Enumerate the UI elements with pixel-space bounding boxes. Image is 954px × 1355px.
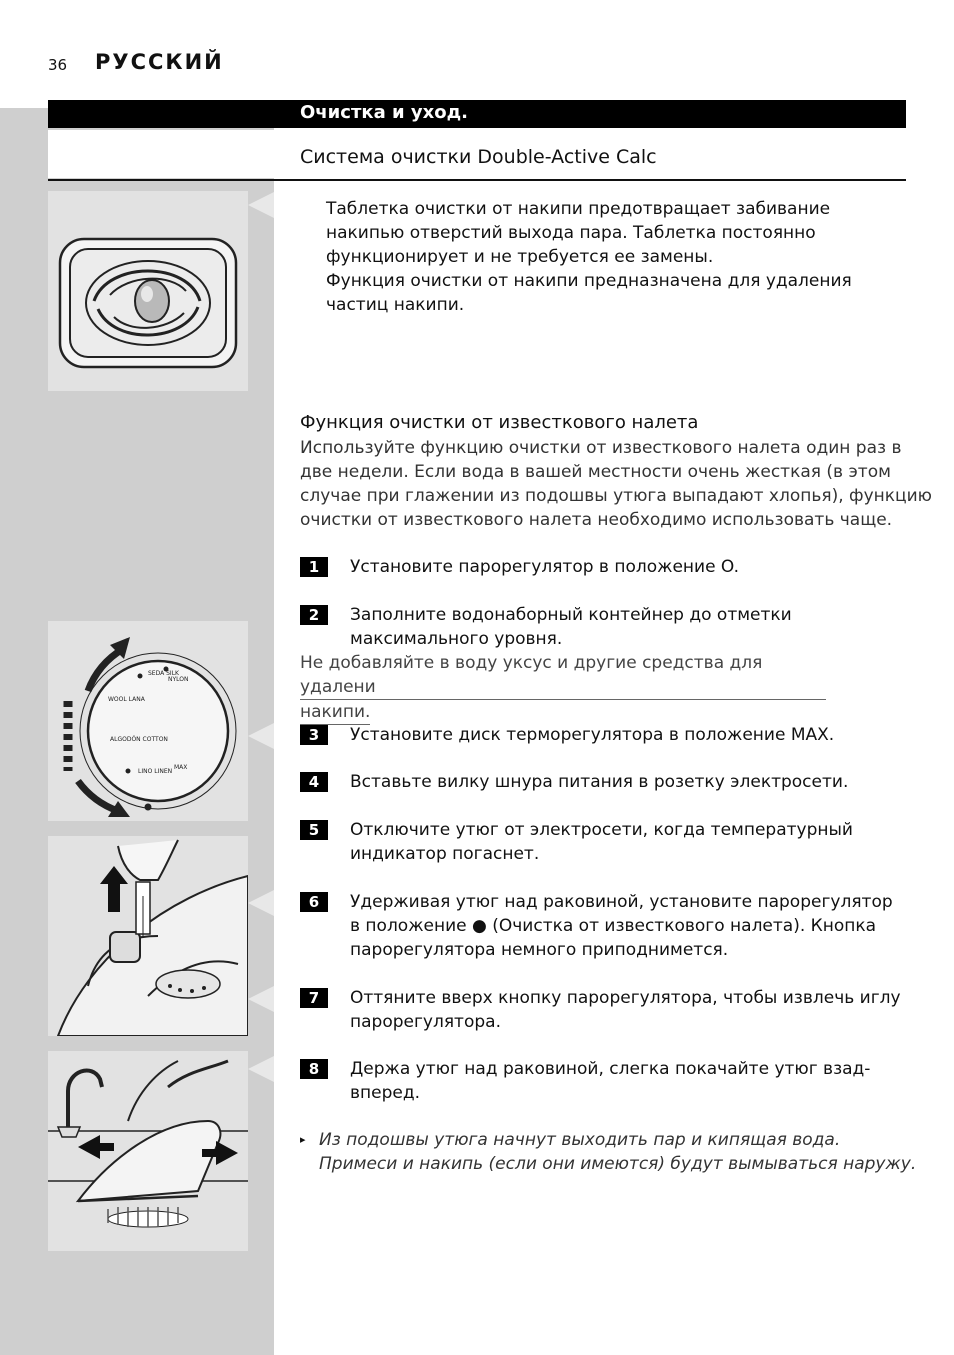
dial-label-cotton: ALGODÓN COTTON (110, 736, 168, 743)
section-title: Очистка и уход. (300, 102, 468, 123)
divider-rule (48, 179, 906, 181)
result-bullet: ▸ (300, 1133, 306, 1146)
step-number: 6 (300, 892, 328, 912)
step-number: 2 (300, 605, 328, 625)
vinegar-note: Не добавляйте в воду уксус и другие средства для удалени накипи. (300, 651, 826, 725)
dial-label-max: MAX (174, 764, 188, 771)
dial-label-linen: LINO LINEN (138, 768, 173, 775)
step-number: 3 (300, 725, 328, 745)
result-text: Из подошвы утюга начнут выходить пар и кипящая вода. Примеси и накипь (если они имеются) будут вымываться наружу. (319, 1130, 917, 1174)
pointer-arrow (248, 986, 274, 1012)
intro-paragraph: Таблетка очистки от накипи предотвращает забивание накипью отверстий выхода пара. Таблетка постоянно функционирует и не требуется ее замены. Функция очистки от накипи предназначена для удаления частиц накипи. (326, 199, 852, 315)
step-number: 7 (300, 988, 328, 1008)
dial-label-nylon: NYLON (168, 676, 189, 683)
page-number: 36 (48, 56, 68, 74)
dial-illustration (48, 621, 248, 821)
calc-clean-heading: Функция очистки от известкового налета (300, 412, 699, 433)
subheading: Система очистки Double-Active Calc (300, 146, 657, 168)
section-title-bar (48, 100, 906, 128)
tablet-illustration (48, 191, 248, 391)
pointer-arrow (248, 1056, 274, 1082)
step-number: 1 (300, 557, 328, 577)
dial-label-silk: SEDA SILK (148, 670, 179, 677)
step-number: 5 (300, 820, 328, 840)
pointer-arrow (248, 723, 274, 749)
subheading-spacer (48, 130, 274, 178)
step-number: 8 (300, 1059, 328, 1079)
language-label: РУССКИЙ (95, 50, 224, 74)
pointer-arrow (248, 890, 274, 916)
step-number: 4 (300, 772, 328, 792)
pointer-arrow (248, 192, 274, 218)
steam-knob-illustration (48, 836, 248, 1036)
calc-clean-paragraph: Используйте функцию очистки от известкового налета один раз в две недели. Если вода в вашей местности очень жесткая (в этом случае при глажении из подошвы утюга выпадают хлопья), функцию очистки от известкового налета необходимо использовать чаще. (300, 438, 932, 530)
sink-illustration (48, 1051, 248, 1251)
dial-label-wool: WOOL LANA (108, 696, 145, 703)
